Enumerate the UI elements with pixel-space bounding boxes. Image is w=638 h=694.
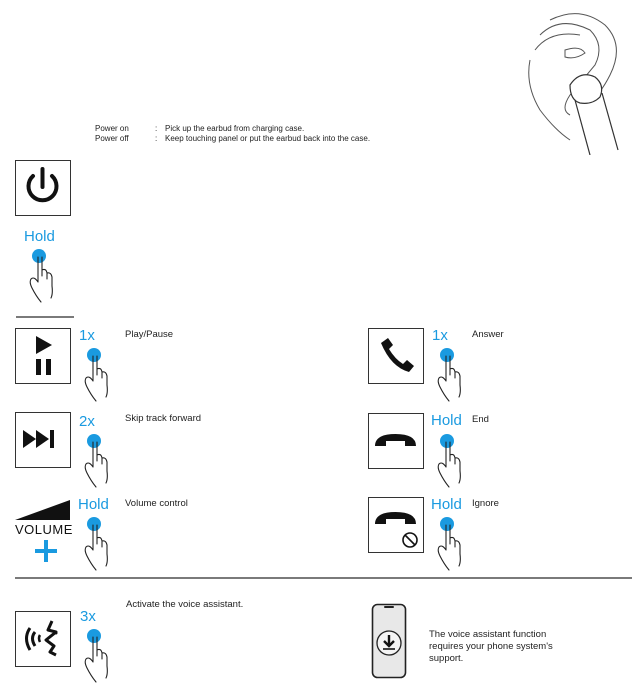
answer-gesture: 1x (432, 327, 448, 344)
phone-answer-icon (368, 328, 424, 384)
earbud-touch-illustration (510, 5, 630, 155)
phone-hangup-icon (368, 413, 424, 469)
phone-reject-icon (368, 497, 424, 553)
hand-tap-icon (437, 514, 467, 574)
skip-forward-icon (15, 412, 71, 468)
hand-tap-icon (29, 246, 59, 306)
answer-label: Answer (472, 329, 504, 340)
end-label: End (472, 414, 489, 425)
voice-note: The voice assistant function requires your phone system's support. (429, 629, 553, 664)
power-off-text: Keep touching panel or put the earbud back into the case. (165, 134, 371, 143)
volume-gesture: Hold (78, 496, 109, 513)
power-gesture-label: Hold (24, 228, 55, 245)
play-pause-gesture: 1x (79, 327, 95, 344)
power-on-label: Power on (95, 124, 129, 133)
hand-tap-icon (437, 345, 467, 405)
power-icon (15, 160, 71, 216)
ignore-gesture: Hold (431, 496, 462, 513)
end-gesture: Hold (431, 412, 462, 429)
volume-label: Volume control (125, 498, 188, 509)
hand-tap-icon (84, 626, 114, 686)
hand-tap-icon (84, 431, 114, 491)
skip-gesture: 2x (79, 413, 95, 430)
voice-label: Activate the voice assistant. (126, 599, 244, 610)
divider-full (15, 577, 632, 579)
hand-tap-icon (84, 514, 114, 574)
power-on-text: Pick up the earbud from charging case. (165, 124, 305, 133)
skip-label: Skip track forward (125, 413, 202, 424)
voice-gesture: 3x (80, 608, 96, 625)
power-off-row: Power off : Keep touching panel or put the earbud back into the case. (95, 134, 371, 143)
phone-download-icon (371, 603, 407, 679)
divider-short (16, 316, 74, 318)
power-instructions (95, 124, 370, 144)
hand-tap-icon (437, 431, 467, 491)
play-pause-label: Play/Pause (125, 329, 174, 340)
voice-assistant-icon (15, 611, 71, 667)
power-on-row: Power on : Pick up the earbud from charging case. (95, 124, 305, 133)
ignore-label: Ignore (472, 498, 499, 509)
play-pause-icon (15, 328, 71, 384)
volume-up-icon: VOLUME (15, 498, 75, 566)
hand-tap-icon (84, 345, 114, 405)
power-off-label: Power off (95, 134, 129, 143)
